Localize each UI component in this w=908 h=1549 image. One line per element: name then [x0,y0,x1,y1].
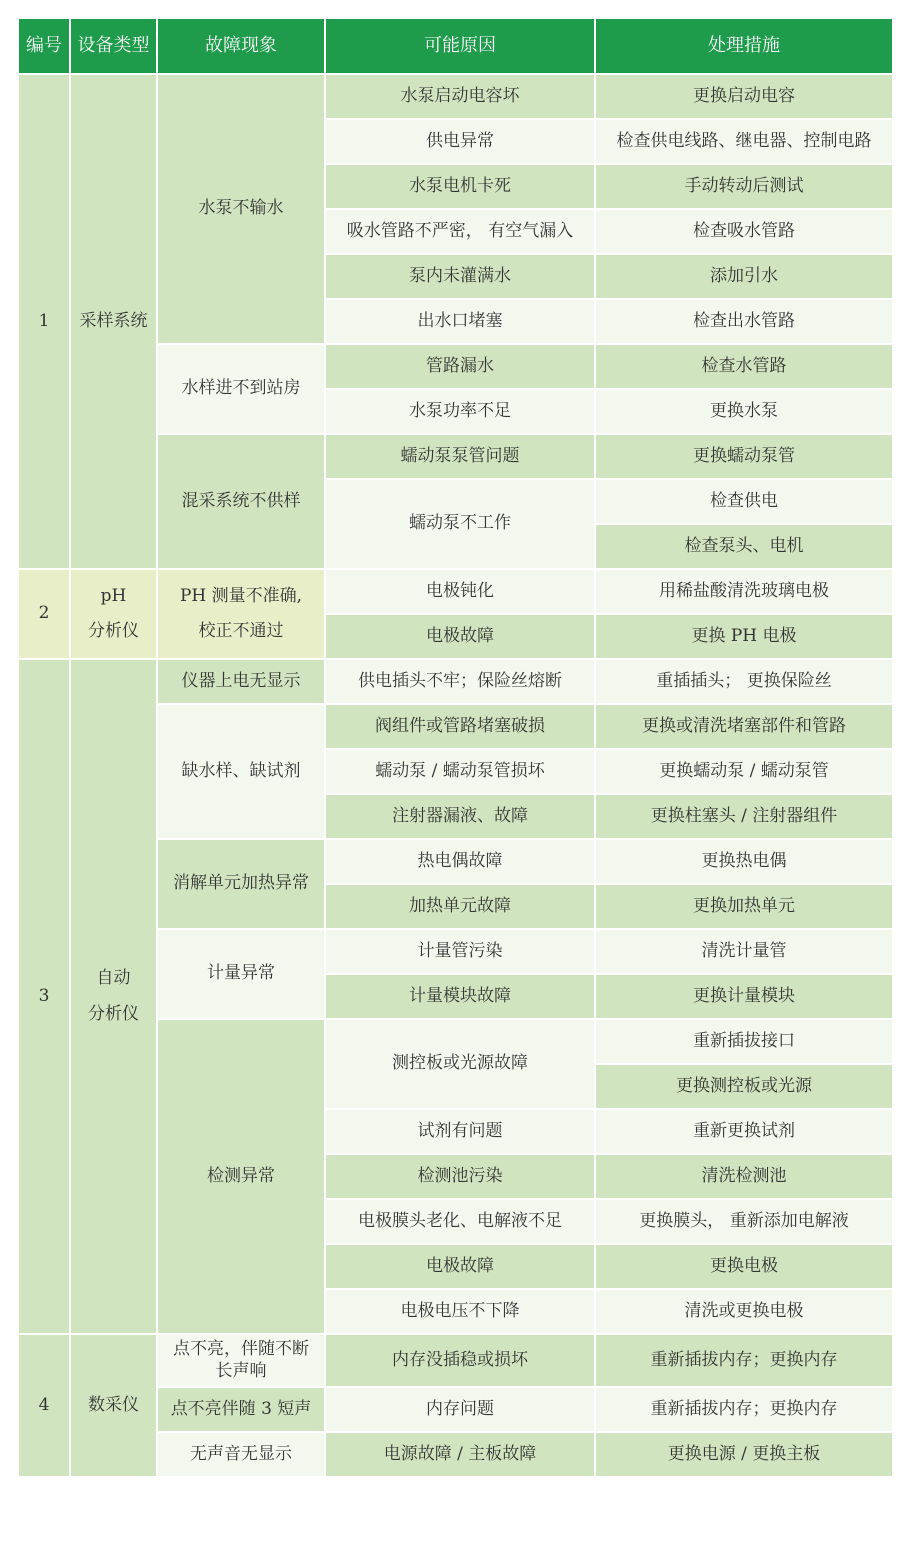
device-type-cell [70,659,157,1334]
phenomenon-cell: 计量异常 [157,929,325,1019]
phenomenon-cell: 水样进不到站房 [157,344,325,434]
group-no-cell: 1 [18,74,70,569]
measure-cell: 清洗或更换电极 [595,1289,893,1334]
group-no-cell: 2 [18,569,70,659]
phenomenon-cell: 消解单元加热异常 [157,839,325,929]
cause-cell: 注射器漏液、故障 [325,794,595,839]
phenomenon-line: PH 测量不准确, [179,585,303,606]
measure-cell: 检查水管路 [595,344,893,389]
cause-cell: 水泵启动电容坏 [325,74,595,119]
header-row [18,18,893,74]
header-measure: 处理措施 [595,18,893,74]
cause-cell: 电源故障 / 主板故障 [325,1432,595,1477]
device-type-cell [70,569,157,659]
measure-cell: 更换蠕动泵管 [595,434,893,479]
table-row [18,74,893,119]
phenomenon-cell [157,569,325,659]
measure-cell: 检查泵头、电机 [595,524,893,569]
cause-cell: 试剂有问题 [325,1109,595,1154]
measure-cell: 更换启动电容 [595,74,893,119]
measure-cell: 重新插拔内存；更换内存 [595,1387,893,1432]
cause-cell: 出水口堵塞 [325,299,595,344]
cause-cell: 计量模块故障 [325,974,595,1019]
measure-cell: 添加引水 [595,254,893,299]
header-device-type: 设备类型 [70,18,157,74]
group-no-cell: 3 [18,659,70,1334]
cause-cell: 供电异常 [325,119,595,164]
cause-cell: 吸水管路不严密， 有空气漏入 [325,209,595,254]
phenomenon-cell: 混采系统不供样 [157,434,325,569]
measure-cell: 更换水泵 [595,389,893,434]
measure-cell: 重新插拔内存；更换内存 [595,1334,893,1387]
measure-cell: 更换蠕动泵 / 蠕动泵管 [595,749,893,794]
cause-cell: 管路漏水 [325,344,595,389]
measure-cell: 清洗计量管 [595,929,893,974]
measure-cell: 用稀盐酸清洗玻璃电极 [595,569,893,614]
table-row [18,1334,893,1387]
measure-cell: 重新更换试剂 [595,1109,893,1154]
phenomenon-cell: 缺水样、缺试剂 [157,704,325,839]
cause-cell: 水泵功率不足 [325,389,595,434]
header-cause: 可能原因 [325,18,595,74]
cause-cell: 测控板或光源故障 [325,1019,595,1109]
measure-cell: 检查供电线路、继电器、控制电路 [595,119,893,164]
device-type-line: 自动 [96,968,131,989]
cause-cell: 加热单元故障 [325,884,595,929]
measure-cell: 清洗检测池 [595,1154,893,1199]
measure-cell: 重新插拔接口 [595,1019,893,1064]
measure-cell: 检查供电 [595,479,893,524]
cause-cell: 供电插头不牢；保险丝熔断 [325,659,595,704]
device-type-cell: 采样系统 [70,74,157,569]
measure-cell: 更换柱塞头 / 注射器组件 [595,794,893,839]
cause-cell: 阀组件或管路堵塞破损 [325,704,595,749]
header-no: 编号 [18,18,70,74]
cause-cell: 热电偶故障 [325,839,595,884]
cause-cell: 蠕动泵不工作 [325,479,595,569]
table-row [18,569,893,614]
phenomenon-cell: 检测异常 [157,1019,325,1334]
phenomenon-cell: 水泵不输水 [157,74,325,344]
measure-cell: 更换电源 / 更换主板 [595,1432,893,1477]
cause-cell: 内存问题 [325,1387,595,1432]
cause-cell: 蠕动泵泵管问题 [325,434,595,479]
cause-cell: 电极钝化 [325,569,595,614]
measure-cell: 检查出水管路 [595,299,893,344]
cause-cell: 泵内未灌满水 [325,254,595,299]
device-type-line: 分析仪 [88,1003,139,1024]
cause-cell: 电极故障 [325,614,595,659]
measure-cell: 重插插头； 更换保险丝 [595,659,893,704]
measure-cell: 手动转动后测试 [595,164,893,209]
header-phenomenon: 故障现象 [157,18,325,74]
phenomenon-cell: 仪器上电无显示 [157,659,325,704]
device-type-line: 分析仪 [88,621,139,641]
fault-table-container [17,17,892,1478]
phenomenon-line: 长声响 [215,1360,267,1381]
phenomenon-line: 校正不通过 [198,621,284,641]
cause-cell: 计量管污染 [325,929,595,974]
group-no-cell: 4 [18,1334,70,1477]
measure-cell: 更换 PH 电极 [595,614,893,659]
cause-cell: 检测池污染 [325,1154,595,1199]
cause-cell: 水泵电机卡死 [325,164,595,209]
table-row [18,659,893,704]
cause-cell: 电极电压不下降 [325,1289,595,1334]
measure-cell: 更换电极 [595,1244,893,1289]
phenomenon-cell [157,1334,325,1387]
cause-cell: 内存没插稳或损坏 [325,1334,595,1387]
device-type-cell: 数采仪 [70,1334,157,1477]
cause-cell: 蠕动泵 / 蠕动泵管损坏 [325,749,595,794]
measure-cell: 更换测控板或光源 [595,1064,893,1109]
cause-cell: 电极故障 [325,1244,595,1289]
measure-cell: 更换热电偶 [595,839,893,884]
measure-cell: 更换或清洗堵塞部件和管路 [595,704,893,749]
measure-cell: 更换计量模块 [595,974,893,1019]
measure-cell: 更换膜头， 重新添加电解液 [595,1199,893,1244]
phenomenon-cell: 点不亮伴随 3 短声 [157,1387,325,1432]
fault-table [17,17,894,1478]
measure-cell: 检查吸水管路 [595,209,893,254]
device-type-line: pH [100,585,127,606]
cause-cell: 电极膜头老化、电解液不足 [325,1199,595,1244]
phenomenon-cell: 无声音无显示 [157,1432,325,1477]
measure-cell: 更换加热单元 [595,884,893,929]
phenomenon-line: 点不亮，伴随不断 [173,1339,309,1360]
